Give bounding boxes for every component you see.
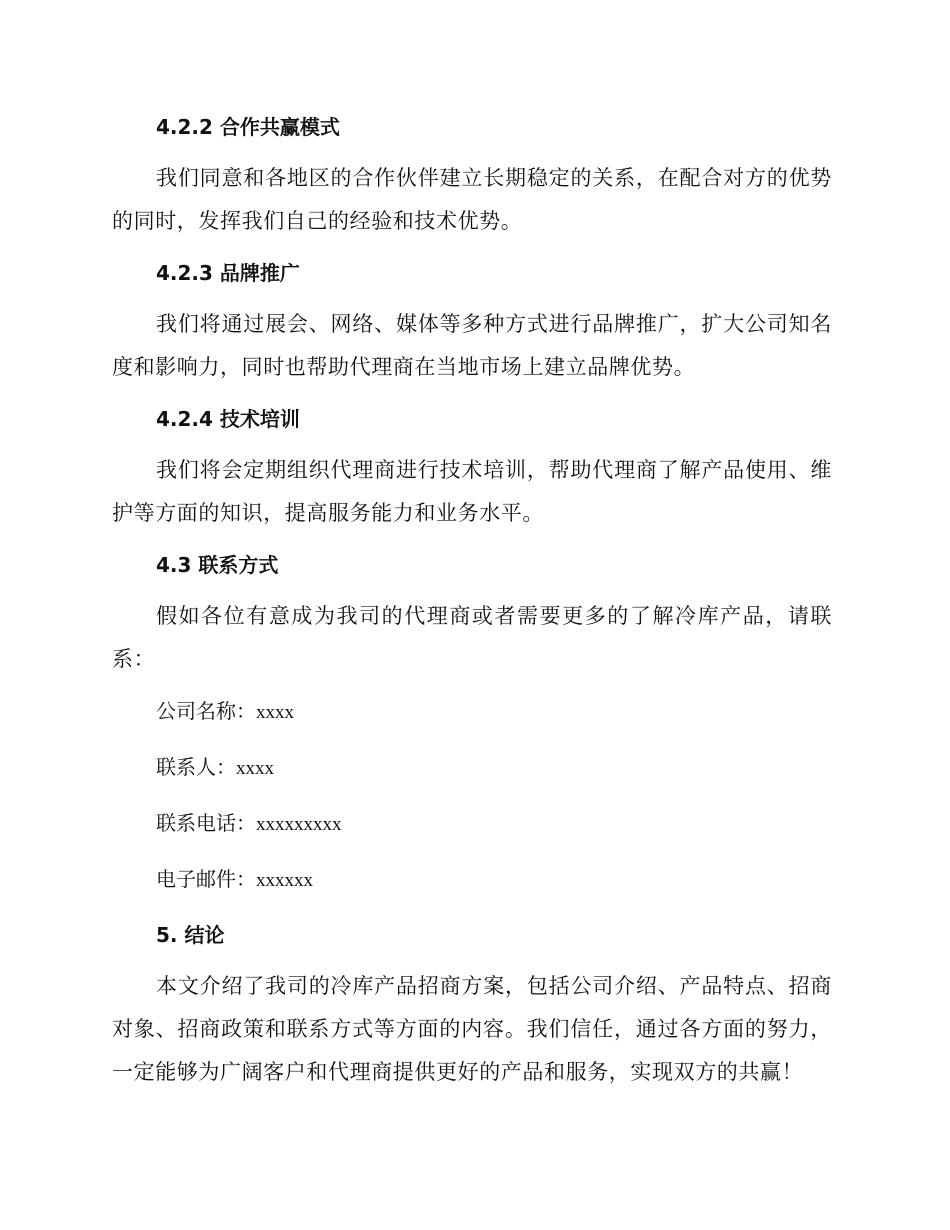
paragraph-win-win-model: 我们同意和各地区的合作伙伴建立长期稳定的关系，在配合对方的优势的同时，发挥我们自己的经验和技术优势。 xyxy=(112,166,832,233)
heading-4-2-4: 4.2.4 技术培训 xyxy=(156,407,300,431)
paragraph-brand-promotion: 我们将通过展会、网络、媒体等多种方式进行品牌推广，扩大公司知名度和影响力，同时也帮助代理商在当地市场上建立品牌优势。 xyxy=(112,312,832,379)
contact-phone-label: 联系电话： xyxy=(156,811,256,835)
contact-email-value: xxxxxx xyxy=(256,870,313,891)
contact-person xyxy=(112,746,832,790)
contact-person-label: 联系人： xyxy=(156,755,236,779)
contact-person-value: xxxx xyxy=(236,758,274,779)
contact-company xyxy=(112,690,832,734)
heading-4-2-2: 4.2.2 合作共赢模式 xyxy=(156,115,340,139)
paragraph-contact-intro: 假如各位有意成为我司的代理商或者需要更多的了解冷库产品，请联系： xyxy=(112,604,832,671)
heading-5: 5. 结论 xyxy=(156,923,225,947)
contact-company-label: 公司名称： xyxy=(156,699,256,723)
contact-company-value: xxxx xyxy=(256,702,294,723)
contact-phone-value: xxxxxxxxx xyxy=(256,814,342,835)
paragraph-conclusion: 本文介绍了我司的冷库产品招商方案，包括公司介绍、产品特点、招商对象、招商政策和联系方式等方面的内容。我们信任，通过各方面的努力，一定能够为广阔客户和代理商提供更好的产品和服务，实现双方的共赢！ xyxy=(112,974,832,1084)
heading-4-2-3: 4.2.3 品牌推广 xyxy=(156,261,300,285)
heading-4-3: 4.3 联系方式 xyxy=(156,553,279,577)
contact-email xyxy=(112,858,832,902)
contact-phone xyxy=(112,802,832,846)
paragraph-technical-training: 我们将会定期组织代理商进行技术培训，帮助代理商了解产品使用、维护等方面的知识，提高服务能力和业务水平。 xyxy=(112,458,832,525)
document-content xyxy=(112,106,832,1103)
contact-email-label: 电子邮件： xyxy=(156,867,256,891)
